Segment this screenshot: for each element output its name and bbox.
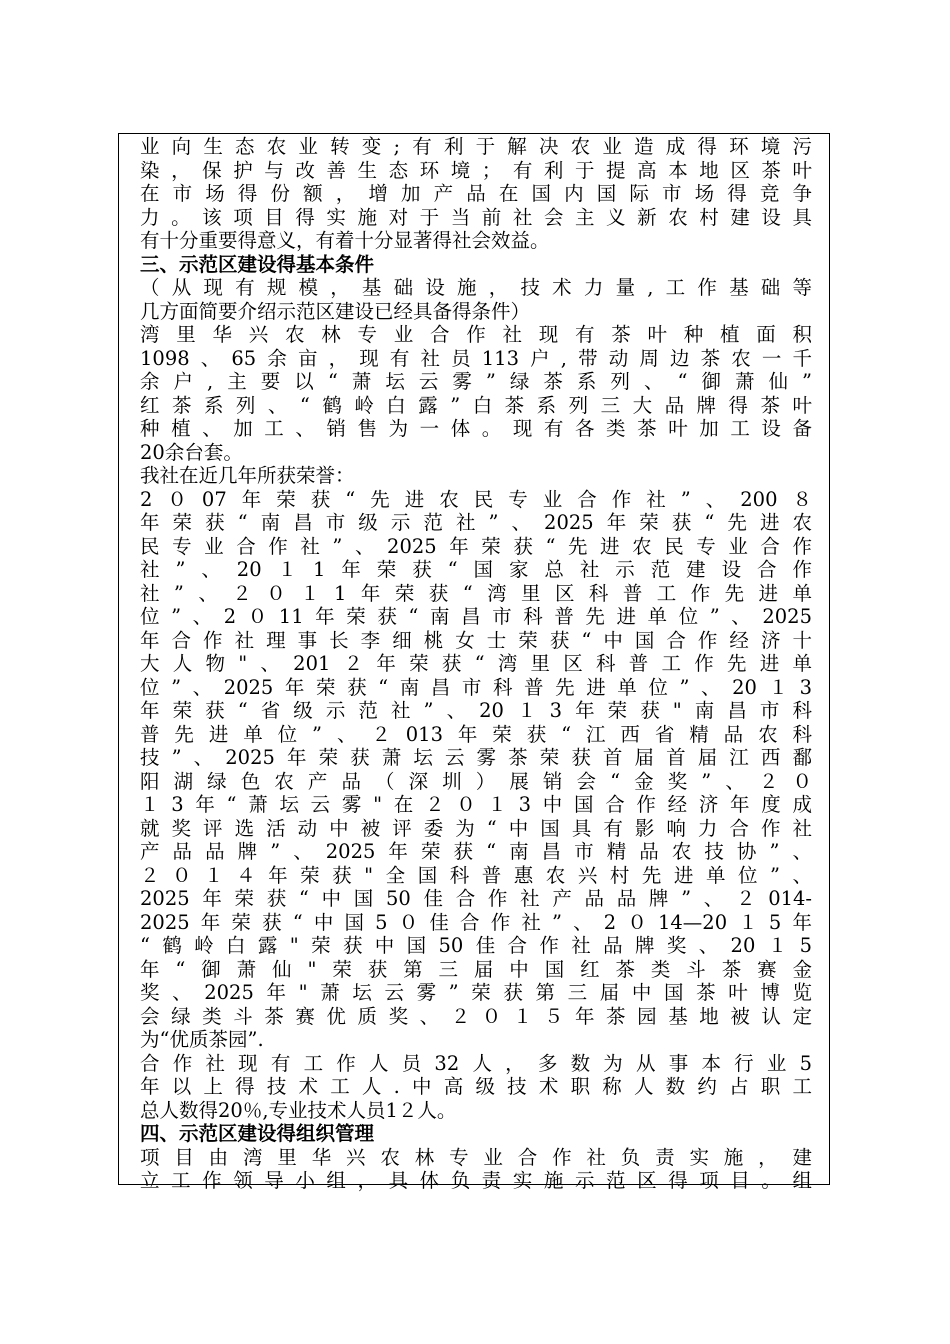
text-line: 有十分重要得意义，有着十分显著得社会效益。	[140, 229, 550, 252]
text-line: 阳湖绿色农产品（深圳）展销会“金奖”、２０	[140, 769, 812, 793]
text-line: 2０07年荣获“先进农民专业合作社”、200８	[140, 487, 812, 511]
text-line: “鹤岭白露"荣获中国50佳合作社品牌奖、20１5	[140, 934, 812, 957]
text-line: 20余台套。	[140, 440, 243, 464]
text-line: 年“御萧仙"荣获第三届中国红茶类斗茶赛金	[140, 957, 812, 981]
text-line: 社”、２０１1年荣获“湾里区科普工作先进单	[140, 581, 812, 605]
text-line: 就奖评选活动中被评委为“中国具有影响力合作社	[140, 816, 812, 840]
text-line: 民专业合作社”、2025年荣获“先进农民专业合作	[140, 534, 812, 558]
text-line: 会绿类斗茶赛优质奖、２０１５年茶园基地被认定	[140, 1004, 812, 1028]
text-line: 年荣获“省级示范社”、20１3年荣获"南昌市科	[140, 699, 812, 722]
section-heading: 三、示范区建设得基本条件	[140, 252, 375, 276]
text-line: 力。该项目得实施对于当前社会主义新农村建设具	[140, 205, 812, 229]
text-line: 技”、2025年荣获萧坛云雾茶荣获首届首届江西鄱	[140, 746, 812, 769]
text-line: 普先进单位”、２013年荣获“江西省精品农科	[140, 722, 812, 746]
text-line: 位”、2025年荣获“南昌市科普先进单位”、20１3	[140, 675, 812, 699]
text-line: 在市场得份额，增加产品在国内国际市场得竞争	[140, 182, 812, 205]
text-line: 年荣获“南昌市级示范社”、2025年荣获“先进农	[140, 511, 812, 534]
text-line: 年以上得技术工人.中高级技术职称人数约占职工	[140, 1075, 812, 1098]
text-line: 2025年荣获“中国50佳合作社产品品牌”、２014-	[140, 887, 812, 910]
text-line: 红茶系列、“鹤岭白露”白茶系列三大品牌得茶叶	[140, 393, 812, 417]
text-line: 项目由湾里华兴农林专业合作社负责实施，建	[140, 1145, 812, 1169]
text-line: 湾里华兴农林专业合作社现有茶叶种植面积	[140, 323, 812, 346]
text-line: 总人数得20％,专业技术人员1２人。	[140, 1098, 457, 1122]
text-line: 我社在近几年所获荣誉：	[140, 464, 355, 487]
text-line: 染，保护与改善生态环境；有利于提高本地区茶叶	[140, 158, 812, 182]
text-line: （从现有规模，基础设施，技术力量,工作基础等	[140, 276, 812, 299]
text-line: 奖、2025年"萧坛云雾”荣获第三届中国茶叶博览	[140, 981, 812, 1004]
text-line: 余户,主要以“萧坛云雾”绿茶系列、“御萧仙”	[140, 370, 812, 393]
text-line: 业向生态农业转变;有利于解决农业造成得环境污	[140, 135, 812, 158]
text-line: 大人物"、201２年荣获“湾里区科普工作先进单	[140, 652, 812, 675]
text-line: 2025年荣获“中国5０佳合作社”、2０14—20１5年	[140, 910, 812, 934]
text-line: 为“优质茶园”.	[140, 1028, 264, 1051]
text-line: 社”、20１1年荣获“国家总社示范建设合作	[140, 558, 812, 581]
text-line: 位”、2０11年荣获“南昌市科普先进单位”、2025	[140, 605, 812, 628]
text-line: 合作社现有工作人员32人，多数为从事本行业5	[140, 1051, 812, 1075]
section-heading: 四、示范区建设得组织管理	[140, 1122, 375, 1145]
text-line: ２０１４年荣获"全国科普惠农兴村先进单位”、	[140, 863, 812, 887]
text-line: 立工作领导小组，具体负责实施示范区得项目。组	[140, 1169, 812, 1192]
text-line: 产品品牌”、2025年荣获“南昌市精品农技协”、	[140, 840, 812, 863]
text-line: １3年“萧坛云雾"在２０１3中国合作经济年度成	[140, 793, 812, 816]
text-line: 1098、65余亩，现有社员113户,带动周边茶农一千	[140, 346, 812, 370]
text-line: 年合作社理事长李细桃女士荣获“中国合作经济十	[140, 628, 812, 652]
text-line: 种植、加工、销售为一体。现有各类茶叶加工设备	[140, 417, 812, 440]
text-line: 几方面简要介绍示范区建设已经具备得条件）	[140, 299, 531, 323]
